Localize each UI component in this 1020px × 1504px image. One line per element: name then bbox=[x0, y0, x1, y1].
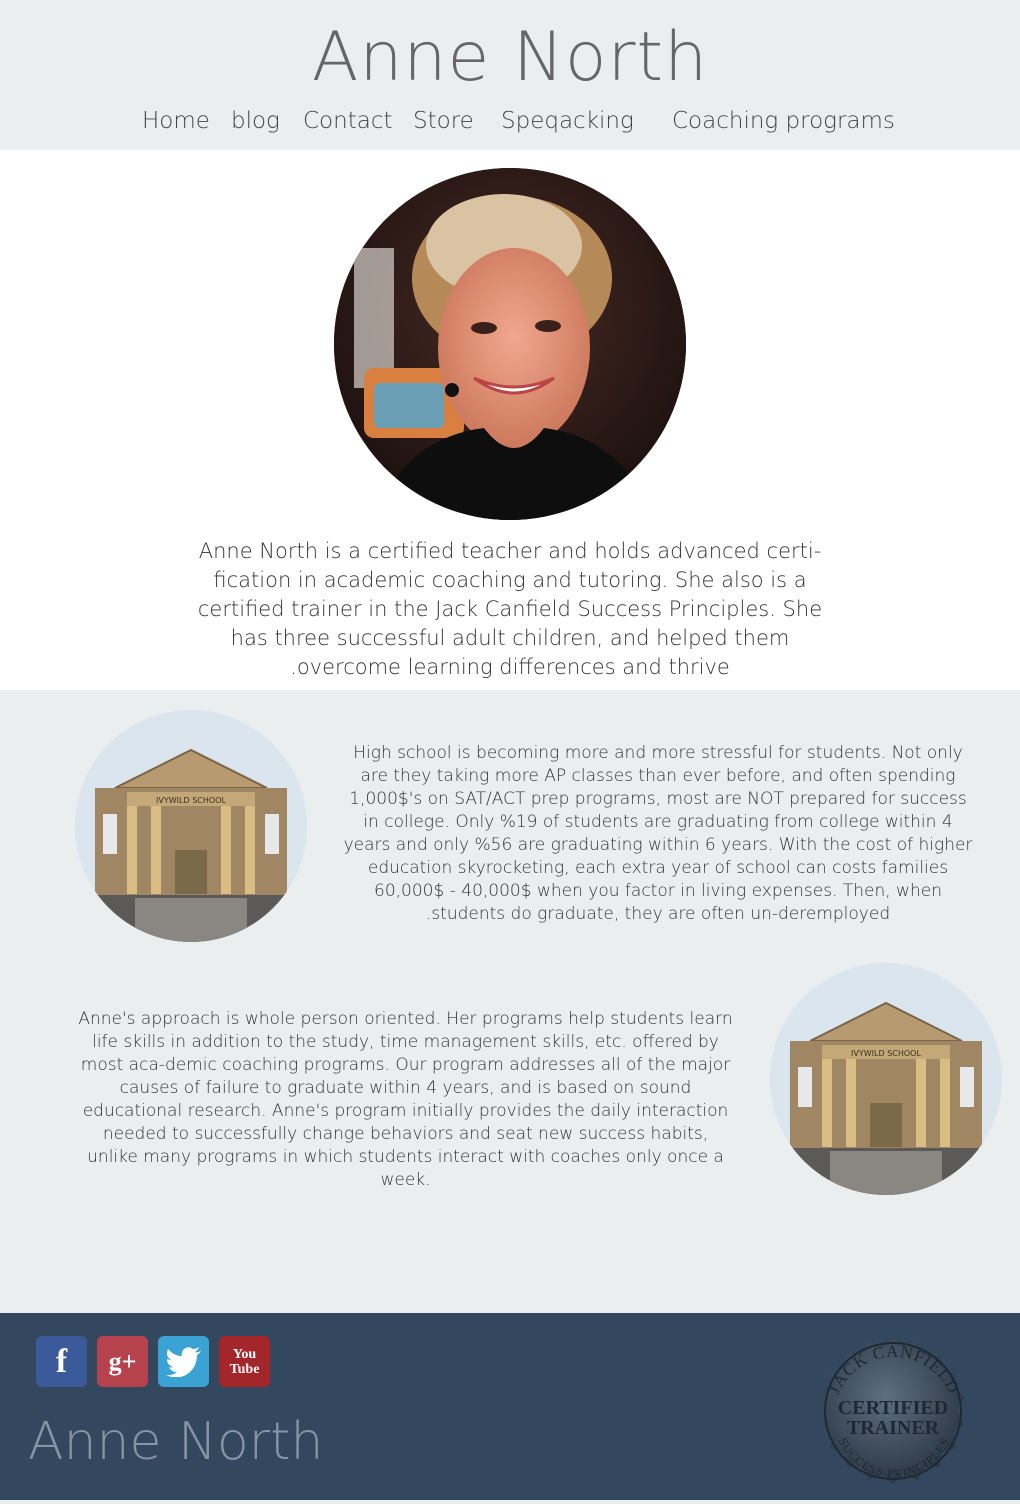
school-photo-1 bbox=[75, 710, 307, 942]
section1-text: High school is becoming more and more stressful for students. Not only are they taking more AP classes than ever before, and often spending 1,000$'s on SAT/ACT prep programs, most are NOT prepared for success in college. Only %19 of students are graduating from college within 4 years and only %56 are graduating within 6 years. With the cost of higher education skyrocketing, each extra year of school can costs families 60,000$ - 40,000$ when you factor in living expenses. Then, when students do graduate, they are often un-deremployed. bbox=[343, 743, 973, 924]
badge-middle-text-2: TRAINER bbox=[846, 1417, 940, 1439]
section2-text: Anne's approach is whole person oriented. Her programs help students learn life skills in addition to the study, time management skills, etc. offered by most aca-demic coaching programs. Our program addresses all of the major causes of failure to graduate within 4 years, and is based on sound educational research. Anne's program initially provides the daily interaction needed to successfully change behaviors and seat new success habits, unlike many programs in which students interact with coaches only once a week. bbox=[78, 1009, 733, 1190]
nav-blog[interactable]: blog bbox=[231, 108, 280, 134]
nav-speaking[interactable]: Speqacking bbox=[501, 108, 634, 134]
nav-contact[interactable]: Contact bbox=[303, 108, 393, 134]
badge-middle-text-1: CERTIFIED bbox=[837, 1397, 949, 1419]
google-plus-icon[interactable]: g+ bbox=[97, 1336, 148, 1387]
nav-home[interactable]: Home bbox=[142, 108, 210, 134]
portrait-photo bbox=[334, 168, 686, 520]
school-sign-text: IVYWILD SCHOOL bbox=[156, 796, 226, 805]
nav-store[interactable]: Store bbox=[413, 108, 474, 134]
certified-trainer-badge bbox=[804, 1322, 982, 1500]
site-title: Anne North bbox=[311, 18, 709, 97]
nav-coaching-programs[interactable]: Coaching programs bbox=[672, 108, 895, 134]
bio-text: Anne North is a certified teacher and holds advanced certi-fication in academic coaching and tutoring. She also is a certified trainer in the Jack Canfield Success Principles. She has three successful adult children, and helped them overcome learning differences and thrive. bbox=[197, 539, 823, 679]
youtube-icon[interactable]: You Tube bbox=[219, 1336, 270, 1387]
badge-bottom-text: SUCCESS PRINCIPLES bbox=[835, 1435, 953, 1481]
badge-top-text: JACK CANFIELD bbox=[824, 1341, 964, 1398]
school-sign-text: IVYWILD SCHOOL bbox=[851, 1049, 921, 1058]
twitter-icon[interactable] bbox=[158, 1336, 209, 1387]
footer-site-name: Anne North bbox=[28, 1412, 324, 1472]
facebook-icon[interactable]: f bbox=[36, 1336, 87, 1387]
school-photo-2 bbox=[770, 963, 1002, 1195]
